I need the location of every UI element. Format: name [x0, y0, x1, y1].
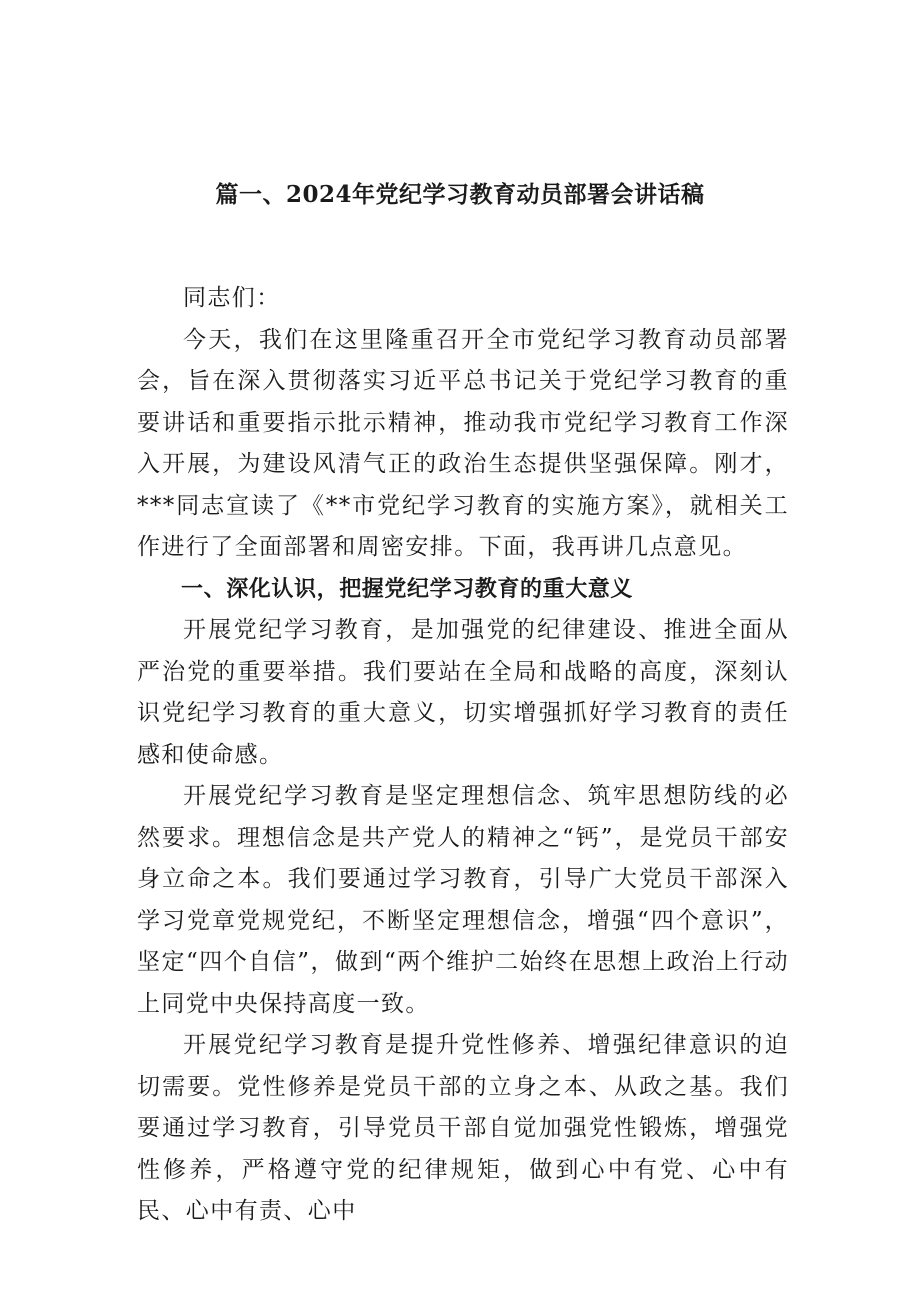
- document-title: 篇一、2024年党纪学习教育动员部署会讲话稿: [215, 181, 705, 208]
- section-1-paragraph-3: 开展党纪学习教育是提升党性修养、增强纪律意识的迫切需要。党性修养是党员干部的立身之本、从政之基。我们要通过学习教育，引导党员干部自觉加强党性锻炼，增强党性修养，严格遵守党的纪律规矩，做到心中有党、心中有民、心中有责、心中: [137, 1032, 789, 1224]
- document-body: [137, 278, 789, 1233]
- section-1-paragraph-1: 开展党纪学习教育，是加强党的纪律建设、推进全面从严治党的重要举措。我们要站在全局和战略的高度，深刻认识党纪学习教育的重大意义，切实增强抓好学习教育的责任感和使命感。: [137, 617, 789, 768]
- section-1-paragraph-2: 开展党纪学习教育是坚定理想信念、筑牢思想防线的必然要求。理想信念是共产党人的精神之“钙”，是党员干部安身立命之本。我们要通过学习教育，引导广大党员干部深入学习党章党规党纪，不断坚定理想信念，增强“四个意识”，坚定“四个自信”，做到“两个维护二始终在思想上政治上行动上同党中央保持高度一致。: [137, 783, 789, 1017]
- intro-paragraph: 今天，我们在这里隆重召开全市党纪学习教育动员部署会，旨在深入贯彻落实习近平总书记关于党纪学习教育的重要讲话和重要指示批示精神，推动我市党纪学习教育工作深入开展，为建设风清气正的政治生态提供坚强保障。刚才，***同志宣读了《**市党纪学习教育的实施方案》，就相关工作进行了全面部署和周密安排。下面，我再讲几点意见。: [137, 326, 789, 560]
- section-heading-1: 一、深化认识，把握党纪学习教育的重大意义: [181, 576, 634, 602]
- salutation: 同志们：: [183, 285, 281, 311]
